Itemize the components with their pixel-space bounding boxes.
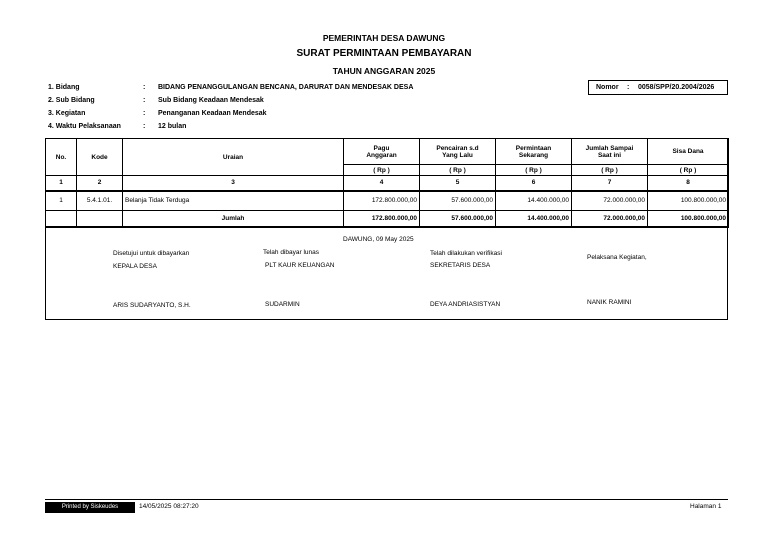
document-title: SURAT PERMINTAAN PEMBAYARAN <box>296 48 472 59</box>
signature-role: SEKRETARIS DESA <box>430 262 491 269</box>
header-permintaan-line1: Permintaan <box>515 144 552 152</box>
unit-sisa: ( Rp ) <box>648 165 729 176</box>
unit-pagu: ( Rp ) <box>344 165 420 176</box>
info-sep: : <box>143 123 146 130</box>
unit-jumlah: ( Rp ) <box>572 165 648 176</box>
table-header-row <box>46 139 729 165</box>
nomor-value: 0058/SPP/20.2004/2026 <box>638 84 715 91</box>
nomor-sep: : <box>627 84 630 91</box>
col-number: 4 <box>344 176 420 191</box>
header-uraian: Uraian <box>123 139 344 176</box>
info-value-kegiatan: Penanganan Keadaan Mendesak <box>158 110 267 117</box>
page-number: Halaman 1 <box>690 503 722 510</box>
col-number: 5 <box>420 176 496 191</box>
signature-name: ARIS SUDARYANTO, S.H. <box>113 302 191 309</box>
info-label-sub-bidang: 2. Sub Bidang <box>48 97 95 104</box>
row-no: 1 <box>46 191 77 211</box>
total-blank <box>46 211 77 227</box>
header-pencairan-line1: Pencairan s.d <box>436 144 479 152</box>
signature-caption: Pelaksana Kegiatan, <box>587 254 647 261</box>
total-pencairan: 57.600.000,00 <box>420 211 496 227</box>
printed-by-badge: Printed by Siskeudes <box>45 502 135 513</box>
total-blank <box>77 211 123 227</box>
signature-role: PLT KAUR KEUANGAN <box>265 262 335 269</box>
col-number: 2 <box>77 176 123 191</box>
footer-divider <box>45 499 728 500</box>
fiscal-year: TAHUN ANGGARAN 2025 <box>332 66 436 76</box>
total-sisa: 100.800.000,00 <box>648 211 729 227</box>
payment-table <box>45 138 729 228</box>
nomor-box <box>588 80 728 95</box>
total-permintaan: 14.400.000,00 <box>496 211 572 227</box>
col-number: 1 <box>46 176 77 191</box>
table-total-row <box>46 211 729 227</box>
col-number: 8 <box>648 176 729 191</box>
header-jumlah <box>572 139 648 165</box>
info-label-waktu: 4. Waktu Pelaksanaan <box>48 123 121 130</box>
col-number: 3 <box>123 176 344 191</box>
header-permintaan-line2: Sekarang <box>518 151 549 159</box>
header-pencairan-line2: Yang Lalu <box>442 151 473 159</box>
signature-name: DEYA ANDRIASISTYAN <box>430 301 501 308</box>
unit-pencairan: ( Rp ) <box>420 165 496 176</box>
info-sep: : <box>143 110 146 117</box>
info-sep: : <box>143 84 146 91</box>
row-pagu: 172.800.000,00 <box>344 191 420 211</box>
print-timestamp: 14/05/2025 08:27:20 <box>139 503 199 510</box>
header-pagu <box>344 139 420 165</box>
row-kode: 5.4.1.01. <box>77 191 123 211</box>
nomor-label: Nomor <box>596 84 619 91</box>
info-sep: : <box>143 97 146 104</box>
total-label: Jumlah <box>123 211 344 227</box>
table-row <box>46 191 729 211</box>
info-value-sub-bidang: Sub Bidang Keadaan Mendesak <box>158 97 264 104</box>
total-pagu: 172.800.000,00 <box>344 211 420 227</box>
col-number: 7 <box>572 176 648 191</box>
header-no: No. <box>46 139 77 176</box>
row-jumlah: 72.000.000,00 <box>572 191 648 211</box>
signature-role: KEPALA DESA <box>113 263 157 270</box>
signature-caption: Disetujui untuk dibayarkan <box>113 250 190 257</box>
header-jumlah-line2: Saat ini <box>597 151 622 159</box>
signature-caption: Telah dilakukan verifikasi <box>430 250 502 257</box>
header-pencairan <box>420 139 496 165</box>
row-pencairan: 57.600.000,00 <box>420 191 496 211</box>
info-label-kegiatan: 3. Kegiatan <box>48 110 86 117</box>
signature-caption: Telah dibayar lunas <box>263 249 320 256</box>
row-uraian: Belanja Tidak Terduga <box>123 191 344 211</box>
header-sisa: Sisa Dana <box>648 139 729 165</box>
info-value-bidang: BIDANG PENANGGULANGAN BENCANA, DARURAT DAN MENDESAK DESA <box>158 84 414 91</box>
government-title: PEMERINTAH DESA DAWUNG <box>322 33 446 43</box>
header-kode: Kode <box>77 139 123 176</box>
unit-permintaan: ( Rp ) <box>496 165 572 176</box>
column-number-row <box>46 176 729 191</box>
total-jumlah: 72.000.000,00 <box>572 211 648 227</box>
info-value-waktu: 12 bulan <box>158 123 187 130</box>
signature-name: SUDARMIN <box>265 301 300 308</box>
header-jumlah-line1: Jumlah Sampai <box>585 144 634 152</box>
row-sisa: 100.800.000,00 <box>648 191 729 211</box>
col-number: 6 <box>496 176 572 191</box>
info-label-bidang: 1. Bidang <box>48 84 80 91</box>
header-permintaan <box>496 139 572 165</box>
header-pagu-line2: Anggaran <box>366 151 397 159</box>
place-date: DAWUNG, 09 May 2025 <box>343 236 414 243</box>
header-pagu-line1: Pagu <box>373 144 390 152</box>
row-permintaan: 14.400.000,00 <box>496 191 572 211</box>
signature-name: NANIK RAMINI <box>587 299 632 306</box>
